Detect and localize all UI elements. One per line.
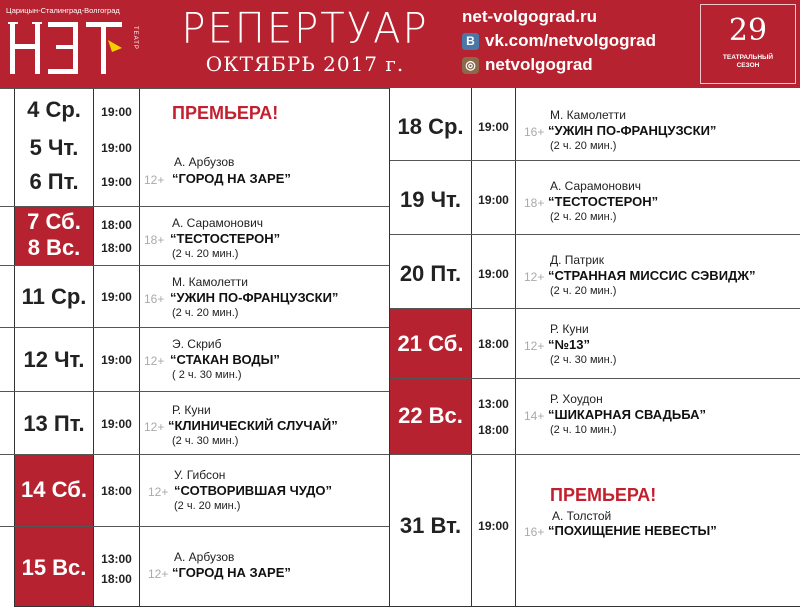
time-label: 19:00 bbox=[478, 193, 509, 207]
age-rating: 16+ bbox=[524, 125, 545, 139]
date-cell bbox=[390, 309, 472, 378]
play-title: “СТРАННАЯ МИССИС СЭВИДЖ” bbox=[548, 268, 756, 283]
show-info bbox=[144, 392, 389, 454]
time-cell bbox=[94, 455, 140, 526]
date-label: 21 Сб. bbox=[397, 331, 464, 356]
duration: (2 ч. 20 мин.) bbox=[172, 307, 239, 319]
play-title: “№13” bbox=[548, 337, 590, 352]
author: А. Сарамонович bbox=[550, 179, 642, 193]
age-rating: 12+ bbox=[144, 173, 165, 187]
time-label: 18:00 bbox=[101, 572, 132, 586]
play-title: “ПОХИЩЕНИЕ НЕВЕСТЫ” bbox=[548, 523, 717, 538]
schedule-row bbox=[390, 454, 800, 607]
age-rating: 18+ bbox=[144, 233, 165, 247]
time-cell bbox=[94, 527, 140, 607]
age-rating: 12+ bbox=[144, 354, 165, 368]
schedule-row bbox=[0, 391, 389, 454]
show-info bbox=[520, 379, 800, 454]
show-info bbox=[144, 266, 389, 327]
header bbox=[0, 0, 800, 88]
schedule-row bbox=[0, 88, 389, 206]
date-label: 13 Пт. bbox=[23, 411, 85, 436]
author: А. Сарамонович bbox=[172, 216, 264, 230]
time-label: 13:00 bbox=[101, 552, 132, 566]
author: М. Камолетти bbox=[550, 108, 626, 122]
logo-city-caption: Царицын-Сталинград-Волгоград bbox=[6, 6, 120, 15]
date-cell bbox=[14, 266, 94, 327]
play-title: “УЖИН ПО-ФРАНЦУЗСКИ” bbox=[170, 290, 339, 305]
time-label: 18:00 bbox=[478, 423, 509, 437]
time-label: 19:00 bbox=[478, 120, 509, 134]
show-info bbox=[144, 328, 389, 391]
schedule-row bbox=[0, 327, 389, 391]
instagram-link[interactable]: netvolgograd bbox=[485, 55, 593, 74]
time-label: 18:00 bbox=[478, 337, 509, 351]
date-label: 18 Ср. bbox=[397, 114, 464, 139]
date-cell bbox=[14, 455, 94, 526]
date-label: 8 Вс. bbox=[27, 235, 81, 260]
schedule-row bbox=[0, 454, 389, 526]
date-label: 6 Пт. bbox=[29, 169, 79, 194]
date-cell bbox=[14, 89, 94, 206]
play-title: “ШИКАРНАЯ СВАДЬБА” bbox=[548, 407, 706, 422]
net-logo-mark bbox=[8, 18, 128, 78]
date-cell bbox=[390, 379, 472, 454]
date-label: 14 Сб. bbox=[21, 477, 87, 502]
date-cell bbox=[390, 161, 472, 234]
author: Э. Скриб bbox=[172, 337, 222, 351]
date-label: 4 Ср. bbox=[27, 97, 81, 122]
theatre-logo bbox=[4, 6, 154, 86]
age-rating: 12+ bbox=[524, 339, 545, 353]
time-label: 19:00 bbox=[101, 105, 132, 119]
schedule-row bbox=[390, 234, 800, 308]
schedule-column-left bbox=[0, 88, 390, 607]
vk-icon: B bbox=[462, 33, 479, 50]
duration: (2 ч. 30 мин.) bbox=[550, 354, 617, 366]
author: Р. Хоудон bbox=[550, 392, 603, 406]
time-cell bbox=[94, 328, 140, 391]
time-label: 19:00 bbox=[101, 175, 132, 189]
schedule-row bbox=[390, 378, 800, 454]
author: А. Арбузов bbox=[174, 550, 235, 564]
time-label: 18:00 bbox=[101, 241, 132, 255]
show-info bbox=[520, 235, 800, 308]
show-info bbox=[144, 89, 389, 206]
schedule-row bbox=[390, 308, 800, 378]
play-title: “ГОРОД НА ЗАРЕ” bbox=[172, 171, 291, 186]
page-subtitle: ОКТЯБРЬ 2017 г. bbox=[205, 52, 405, 76]
play-title: “СТАКАН ВОДЫ” bbox=[170, 352, 280, 367]
premiere-label: ПРЕМЬЕРА! bbox=[550, 485, 657, 505]
premiere-label: ПРЕМЬЕРА! bbox=[172, 103, 279, 123]
duration: ( 2 ч. 30 мин.) bbox=[172, 369, 242, 381]
date-cell bbox=[14, 328, 94, 391]
schedule-row bbox=[0, 526, 389, 607]
time-label: 18:00 bbox=[101, 484, 132, 498]
time-cell bbox=[472, 88, 516, 160]
duration: (2 ч. 20 мин.) bbox=[550, 140, 617, 152]
vk-link[interactable]: vk.com/netvolgograd bbox=[485, 31, 656, 50]
date-cell bbox=[14, 527, 94, 607]
schedule-row bbox=[0, 265, 389, 327]
show-info bbox=[144, 207, 389, 265]
show-info bbox=[520, 88, 800, 160]
time-label: 19:00 bbox=[101, 417, 132, 431]
time-label: 19:00 bbox=[478, 267, 509, 281]
instagram-icon: ◎ bbox=[462, 57, 479, 74]
age-rating: 12+ bbox=[524, 270, 545, 284]
show-info bbox=[520, 309, 800, 378]
contact-vk[interactable] bbox=[462, 30, 702, 52]
season-badge bbox=[700, 4, 796, 84]
duration: (2 ч. 10 мин.) bbox=[550, 424, 617, 436]
show-info bbox=[520, 455, 800, 607]
schedule-row bbox=[390, 160, 800, 234]
play-title: “ТЕСТОСТЕРОН” bbox=[170, 231, 281, 246]
author: Р. Куни bbox=[550, 322, 589, 336]
page-title: РЕПЕРТУАР bbox=[181, 4, 429, 54]
schedule-row bbox=[390, 88, 800, 160]
time-cell bbox=[94, 207, 140, 265]
date-label: 15 Вс. bbox=[21, 555, 87, 580]
date-label: 22 Вс. bbox=[398, 403, 463, 428]
play-title: “ТЕСТОСТЕРОН” bbox=[548, 194, 659, 209]
age-rating: 14+ bbox=[524, 409, 545, 423]
time-label: 19:00 bbox=[101, 353, 132, 367]
show-info bbox=[520, 161, 800, 234]
author: А. Толстой bbox=[552, 509, 612, 523]
author: Р. Куни bbox=[172, 403, 211, 417]
schedule-column-right bbox=[390, 88, 800, 607]
date-label: 5 Чт. bbox=[29, 135, 79, 160]
date-label: 31 Вт. bbox=[399, 513, 462, 538]
time-label: 19:00 bbox=[101, 290, 132, 304]
author: У. Гибсон bbox=[174, 468, 226, 482]
duration: (2 ч. 20 мин.) bbox=[172, 248, 239, 260]
season-number: 29 bbox=[728, 13, 768, 48]
play-title: “ГОРОД НА ЗАРЕ” bbox=[172, 565, 291, 580]
duration: (2 ч. 20 мин.) bbox=[174, 500, 241, 512]
age-rating: 12+ bbox=[148, 485, 169, 499]
date-cell bbox=[14, 392, 94, 454]
date-label: 19 Чт. bbox=[400, 187, 461, 212]
duration: (2 ч. 20 мин.) bbox=[550, 211, 617, 223]
date-cell bbox=[390, 88, 472, 160]
time-cell bbox=[94, 392, 140, 454]
season-label-line-1: ТЕАТРАЛЬНЫЙ bbox=[722, 54, 774, 61]
season-label-line-2: СЕЗОН bbox=[736, 62, 760, 70]
logo-theatre-caption: ТЕАТР bbox=[132, 26, 138, 50]
date-label: 7 Сб. bbox=[27, 209, 81, 234]
time-label: 18:00 bbox=[101, 218, 132, 232]
date-cell bbox=[390, 235, 472, 308]
time-label: 19:00 bbox=[101, 141, 132, 155]
author: Д. Патрик bbox=[550, 253, 604, 267]
time-cell bbox=[472, 455, 516, 607]
duration: (2 ч. 30 мин.) bbox=[172, 435, 239, 447]
time-cell bbox=[472, 309, 516, 378]
age-rating: 12+ bbox=[148, 567, 169, 581]
date-label: 20 Пт. bbox=[399, 261, 462, 286]
duration: (2 ч. 20 мин.) bbox=[550, 285, 617, 297]
play-title: “КЛИНИЧЕСКИЙ СЛУЧАЙ” bbox=[168, 418, 338, 433]
date-label: 11 Ср. bbox=[21, 284, 87, 309]
time-cell bbox=[472, 379, 516, 454]
age-rating: 18+ bbox=[524, 196, 545, 210]
author: А. Арбузов bbox=[174, 155, 235, 169]
play-title: “СОТВОРИВШАЯ ЧУДО” bbox=[174, 483, 333, 498]
time-cell bbox=[472, 161, 516, 234]
date-cell bbox=[390, 455, 472, 607]
date-cell bbox=[14, 207, 94, 265]
contact-instagram[interactable] bbox=[462, 54, 702, 76]
age-rating: 16+ bbox=[144, 292, 165, 306]
site-link[interactable]: net-volgograd.ru bbox=[462, 7, 598, 26]
show-info bbox=[144, 455, 389, 526]
play-title: “УЖИН ПО-ФРАНЦУЗСКИ” bbox=[548, 123, 717, 138]
date-label: 12 Чт. bbox=[23, 347, 85, 372]
time-cell bbox=[94, 266, 140, 327]
age-rating: 16+ bbox=[524, 525, 545, 539]
season-label bbox=[701, 54, 795, 71]
time-cell bbox=[472, 235, 516, 308]
contact-site[interactable] bbox=[462, 6, 702, 28]
show-info bbox=[144, 527, 389, 607]
author: М. Камолетти bbox=[172, 275, 248, 289]
contacts bbox=[462, 4, 702, 76]
age-rating: 12+ bbox=[144, 420, 165, 434]
time-label: 19:00 bbox=[478, 519, 509, 533]
schedule-row bbox=[0, 206, 389, 265]
time-cell bbox=[94, 89, 140, 206]
time-label: 13:00 bbox=[478, 397, 509, 411]
